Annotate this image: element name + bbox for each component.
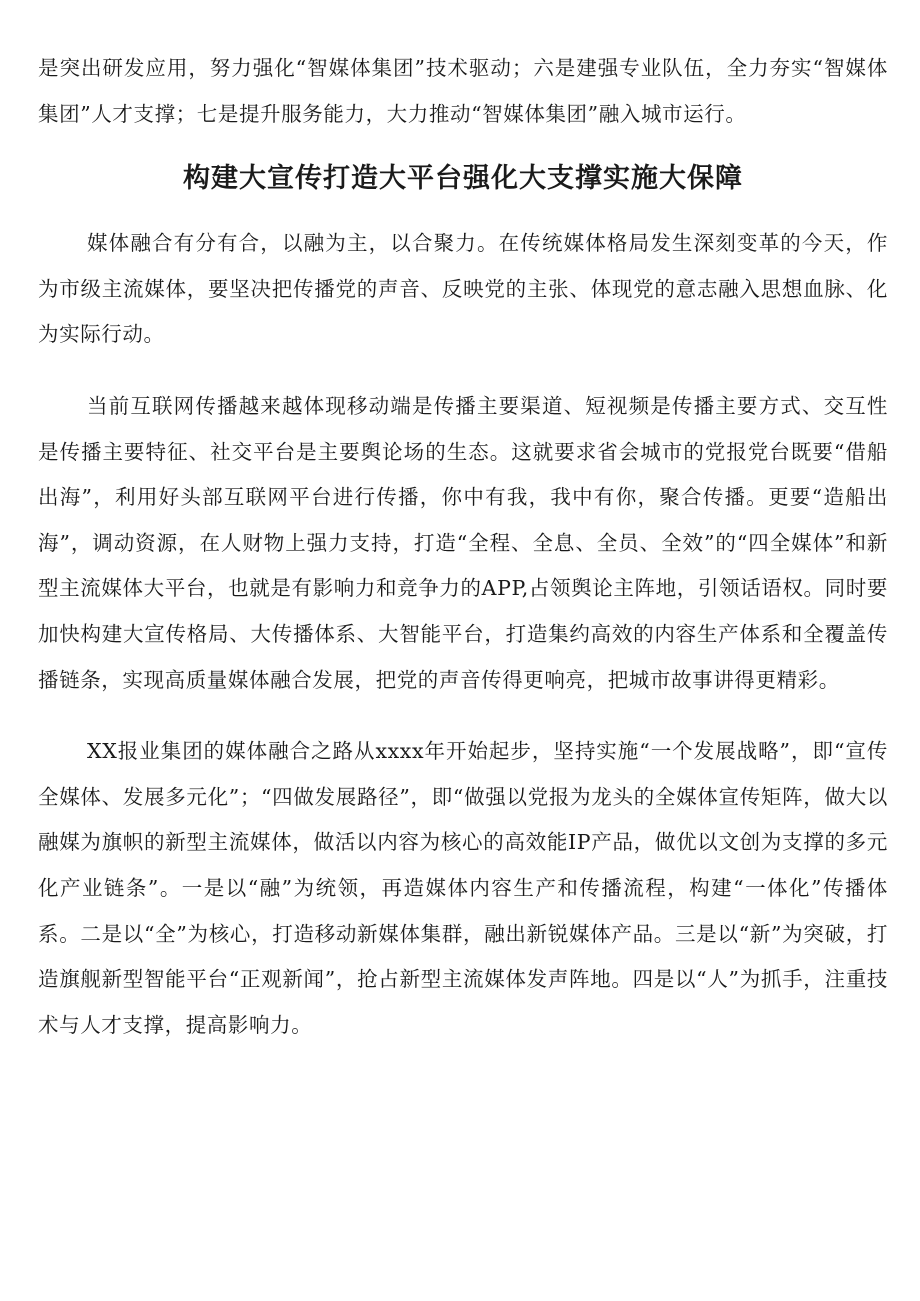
paragraph-internet-communication: 当前互联网传播越来越体现移动端是传播主要渠道、短视频是传播主要方式、交互性是传播主要特征、社交平台是主要舆论场的生态。这就要求省会城市的党报党台既要“借船出海”，利用好头部互联网平台进行传播，你中有我，我中有你，聚合传播。更要“造船出海”，调动资源，在人财物上强力支持，打造“全程、全息、全员、全效”的“四全媒体”和新型主流媒体大平台，也就是有影响力和竞争力的APP,占领舆论主阵地，引领话语权。同时要加快构建大宣传格局、大传播体系、大智能平台，打造集约高效的内容生产体系和全覆盖传播链条，实现高质量媒体融合发展，把党的声音传得更响亮，把城市故事讲得更精彩。 <box>38 393 888 692</box>
paragraph-media-fusion: 媒体融合有分有合，以融为主，以合聚力。在传统媒体格局发生深刻变革的今天，作为市级主流媒体，要坚决把传播党的声音、反映党的主张、体现党的意志融入思想血脉、化为实际行动。 <box>38 231 888 347</box>
section-heading: 构建大宣传打造大平台强化大支撑实施大保障 <box>183 163 743 195</box>
paragraph-continuation: 是突出研发应用，努力强化“智媒体集团”技术驱动；六是建强专业队伍，全力夯实“智媒体集团”人才支撑；七是提升服务能力，大力推动“智媒体集团”融入城市运行。 <box>38 56 888 126</box>
paragraph-group-path: XX报业集团的媒体融合之路从xxxx年开始起步，坚持实施“一个发展战略”，即“宣传全媒体、发展多元化”；“四做发展路径”，即“做强以党报为龙头的全媒体宣传矩阵，做大以融媒为旗帜的新型主流媒体，做活以内容为核心的高效能IP产品，做优以文创为支撑的多元化产业链条”。一是以“融”为统领，再造媒体内容生产和传播流程，构建“一体化”传播体系。二是以“全”为核心，打造移动新媒体集群，融出新锐媒体产品。三是以“新”为突破，打造旗舰新型智能平台“正观新闻”，抢占新型主流媒体发声阵地。四是以“人”为抓手，注重技术与人才支撑，提高影响力。 <box>38 739 888 1037</box>
document-page <box>38 0 888 1048</box>
